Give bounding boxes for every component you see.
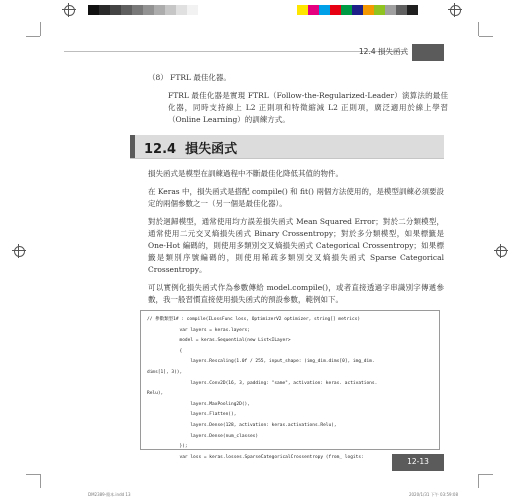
paragraph: 損失函式是模型在訓練過程中不斷最佳化降低其值的物件。 — [148, 169, 343, 178]
registration-mark-icon — [62, 3, 76, 17]
grayscale-color-bar — [88, 5, 198, 15]
color-swatch — [374, 5, 385, 15]
crop-mark — [478, 22, 479, 36]
process-color-bar — [297, 5, 418, 15]
slug-file-info: DM2389-簡本.indd 13 — [88, 492, 131, 497]
paragraph: 對於迴歸模型，通常使用均方誤差損失函式 Mean Squared Error；對於二分類模型，通常使用二元交叉熵損失函式 Binary Crossentropy；對於多分類模型，如果標籤是 One-Hot 編碼的，則使用多類別交叉熵損失函式 Categorical Crossentropy；如果標籤是類別序號編碼的，則使用稀疏多類別交叉熵損失函式 Sparse Categorical Crossentropy。 — [148, 217, 444, 274]
color-swatch — [319, 5, 330, 15]
crop-mark — [479, 474, 493, 475]
paragraph: 可以實例化損失函式作為參數傳給 model.compile()，或者直接透過字串識別字傳遞參數，我一般習慣直接使用損失函式的預設參數，範例如下。 — [148, 283, 444, 304]
color-swatch — [407, 5, 418, 15]
page-number: 12-13 — [407, 457, 429, 466]
color-swatch — [330, 5, 341, 15]
list-item-text: FTRL 最佳化器是實現 FTRL（Follow-the-Regularized-Leader）演算法的最佳化器，同時支持線上 L2 正則項和特徵縮減 L2 正則項，廣泛適用於線上學習（Online Learning）的訓練方式。 — [168, 91, 448, 124]
list-item-heading: （8） FTRL 最佳化器。 — [148, 73, 231, 82]
crop-mark — [26, 36, 40, 37]
section-title — [144, 138, 237, 157]
registration-mark-icon — [448, 3, 462, 17]
crop-mark — [26, 474, 40, 475]
section-heading-marker — [130, 135, 135, 158]
crop-mark — [40, 22, 41, 36]
color-swatch — [341, 5, 352, 15]
color-swatch — [154, 5, 165, 15]
crop-mark — [40, 474, 41, 488]
code-block — [140, 310, 440, 460]
color-swatch — [363, 5, 374, 15]
section-number: 12.4 — [144, 142, 177, 157]
color-swatch — [176, 5, 187, 15]
running-header: 12.4 損失函式 — [358, 47, 408, 56]
color-swatch — [396, 5, 407, 15]
crop-mark — [478, 474, 479, 488]
color-swatch — [352, 5, 363, 15]
color-swatch — [143, 5, 154, 15]
color-swatch — [88, 5, 99, 15]
color-swatch — [132, 5, 143, 15]
color-swatch — [187, 5, 198, 15]
color-swatch — [385, 5, 396, 15]
registration-mark-icon — [12, 244, 26, 258]
code-text: // 參數類型1# : compile(ILossFunc loss, OptimizerV2 optimizer, string[] metrics) var layers = keras.layers; model = keras.Sequential(new List<ILayer> { layers.Rescaling(1.0f / 255, input_shape: (img_dim.dims[0], img_dim. dims[1], 3)), layers.Conv2D(16, 3, padding: "same", activation: keras. activations. Relu), layers.MaxPooling2D(), layers.Flatten(), layers.Dense(128, activation: keras.activations.Relu), layers.Dense(num_classes) }); var loss = keras.losses.SparseCategoricalCrossentropy (from_ logits: — [147, 317, 378, 460]
registration-mark-icon — [494, 244, 508, 258]
section-title-text: 損失函式 — [185, 142, 238, 157]
crop-mark — [479, 36, 493, 37]
slug-timestamp: 2020/1/31 下午 03:59:08 — [408, 492, 458, 497]
color-swatch — [121, 5, 132, 15]
header-rule — [64, 51, 408, 52]
color-swatch — [297, 5, 308, 15]
color-swatch — [110, 5, 121, 15]
color-swatch — [308, 5, 319, 15]
color-swatch — [99, 5, 110, 15]
header-tab — [412, 44, 444, 61]
paragraph: 在 Keras 中，損失函式是搭配 compile() 和 fit() 兩個方法使用的，是模型訓練必須要設定的兩個參數之一（另一個是最佳化器）。 — [148, 187, 444, 208]
color-swatch — [165, 5, 176, 15]
